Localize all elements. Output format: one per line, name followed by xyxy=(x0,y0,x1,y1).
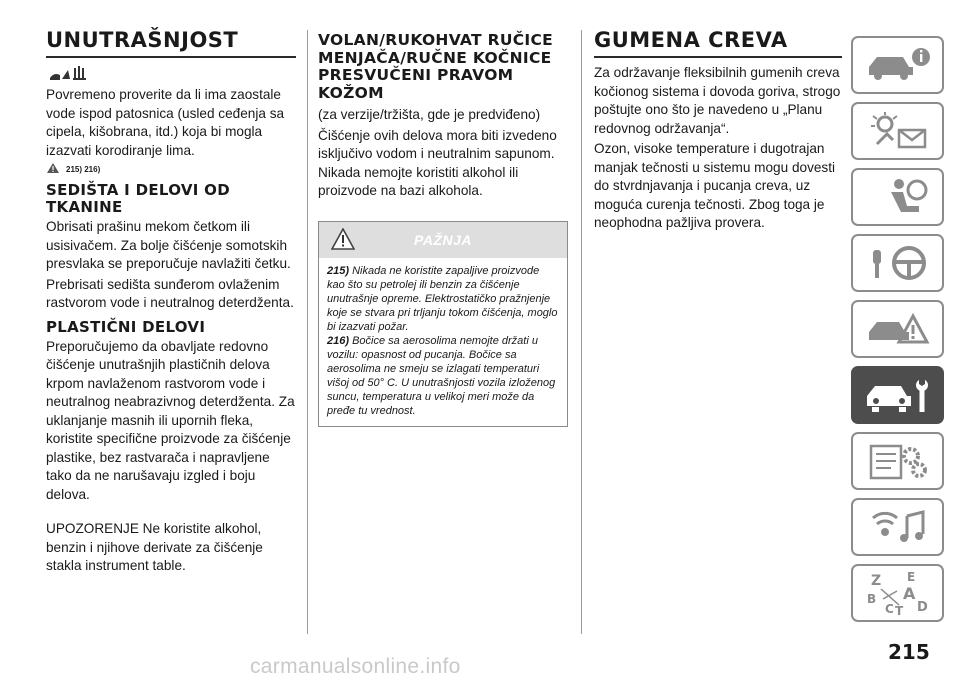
car-info-icon xyxy=(863,45,933,85)
page-number: 215 xyxy=(888,640,930,664)
reference-numbers: 215) 216) xyxy=(66,164,101,174)
dashboard-lights-icon xyxy=(863,110,933,152)
svg-text:A: A xyxy=(902,584,915,603)
plastic-paragraph: Preporučujemo da obavljate redovno čišćenje unutrašnjih plastičnih delova krpom navlaženom rastvorom vode i neutralnog neabrazivnog deterdženta. Za uklanjanje masnih ili upornih fleka, koristite specifične proizvode za čišćenje plastike, bez rastvarača i napravljene tako da ne narušavaju izgled i boju delova. xyxy=(46,338,295,502)
column-interior xyxy=(46,28,296,578)
caution-box xyxy=(318,221,568,427)
svg-text:B: B xyxy=(866,592,876,606)
caution-body xyxy=(319,258,567,426)
svg-text:Z: Z xyxy=(870,573,881,589)
section-title-hoses: GUMENA CREVA xyxy=(594,28,788,52)
tab-dashboard-lights[interactable] xyxy=(851,102,944,160)
watermark: carmanualsonline.info xyxy=(250,655,461,678)
section-title-interior: UNUTRAŠNJOST xyxy=(46,28,239,52)
column-leather xyxy=(318,28,568,427)
caution-item-216: 216) Bočice sa aerosolima nemojte držati u vozilu: opasnost od pucanja. Bočice sa aerosolima ne smeju se izlagati temperaturi višoj od 50° C. U unutrašnjosti vozila izloženog suncu, temperatura u velikoj meri može da pređe tu vrednost. xyxy=(327,334,556,417)
water-drip-icon xyxy=(46,64,296,84)
heading-seats: SEDIŠTA I DELOVI OD TKANINE xyxy=(46,181,230,216)
hoses-paragraph-2: Ozon, visoke temperature i dugotrajan manjak tečnosti u sistemu mogu dovesti do stvrdnjavanja i pucanja creva, uz moguća curenja tečnosti. Zbog toga je neophodna pažljiva provera. xyxy=(594,141,836,230)
heading-plastic: PLASTIČNI DELOVI xyxy=(46,317,206,336)
caution-item-215: 215) Nikada ne koristite zapaljive proizvode kao što su petrolej ili benzin za čišćenje unutrašnje opreme. Elektrostatičko pražnjenje koje se stvara pri trljanju tokom čišćenja, moglo bi izazvati požar. xyxy=(327,264,558,333)
tab-airbag[interactable] xyxy=(851,168,944,226)
title-rule-hoses xyxy=(594,56,842,58)
tab-specs[interactable] xyxy=(851,432,944,490)
chapter-tabs xyxy=(851,36,947,630)
tab-service[interactable] xyxy=(851,366,944,424)
leather-cleaning-paragraph: Čišćenje ovih delova mora biti izvedeno isključivo vodom i neutralnim sapunom. Nikada nemojte koristiti alkohol ili proizvode na bazi alkohola. xyxy=(318,127,557,198)
caution-header xyxy=(319,222,567,258)
tab-multimedia[interactable] xyxy=(851,498,944,556)
svg-text:T: T xyxy=(894,604,903,617)
tab-breakdown[interactable] xyxy=(851,300,944,358)
caution-title: PAŽNJA xyxy=(414,231,472,248)
heading-leather: VOLAN/RUKOHVAT RUČICE MENJAČA/RUČNE KOČNICE PRESVUČENI PRAVOM KOŽOM xyxy=(318,31,554,102)
seats-paragraph-2: Prebrisati sedišta sunđerom ovlaženim rastvorom vode i neutralnog deterdženta. xyxy=(46,276,294,310)
warning-references xyxy=(46,162,296,176)
svg-text:E: E xyxy=(906,570,915,584)
column-divider-1 xyxy=(307,30,308,634)
specs-gears-icon xyxy=(863,440,933,482)
svg-text:D: D xyxy=(916,600,928,615)
tab-key-steering[interactable] xyxy=(851,234,944,292)
seats-paragraph-1: Obrisati prašinu mekom četkom ili usisivačem. Za bolje čišćenje somotskih presvlaka se preporučuje navlažiti četku. xyxy=(46,219,291,271)
warning-triangle-icon xyxy=(46,162,60,176)
market-note: (za verzije/tržišta, gde je predviđeno) xyxy=(318,107,541,122)
column-hoses xyxy=(594,28,842,235)
multimedia-icon xyxy=(863,506,933,548)
title-rule xyxy=(46,56,296,58)
interior-intro: Povremeno proverite da li ima zaostale vode ispod patosnica (usled ceđenja sa cipela, kišobrana, itd.) koja bi mogla izazvati korodiranje lima. xyxy=(46,87,285,158)
column-divider-2 xyxy=(581,30,582,634)
index-letters-icon xyxy=(863,569,933,617)
tab-car-info[interactable] xyxy=(851,36,944,94)
warning-paragraph: UPOZORENJE Ne koristite alkohol, benzin i njihove derivate za čišćenje stakla instrument table. xyxy=(46,521,263,573)
car-service-wrench-icon xyxy=(863,374,933,416)
breakdown-warning-icon xyxy=(863,308,933,350)
key-steering-wheel-icon xyxy=(863,242,933,284)
svg-text:C: C xyxy=(884,602,894,616)
airbag-passenger-icon xyxy=(863,176,933,218)
tab-index[interactable] xyxy=(851,564,944,622)
hoses-paragraph-1: Za održavanje fleksibilnih gumenih creva kočionog sistema i dovoda goriva, strogo poštujte ono što je navedeno u „Planu redovnog održavanja“. xyxy=(594,65,841,136)
